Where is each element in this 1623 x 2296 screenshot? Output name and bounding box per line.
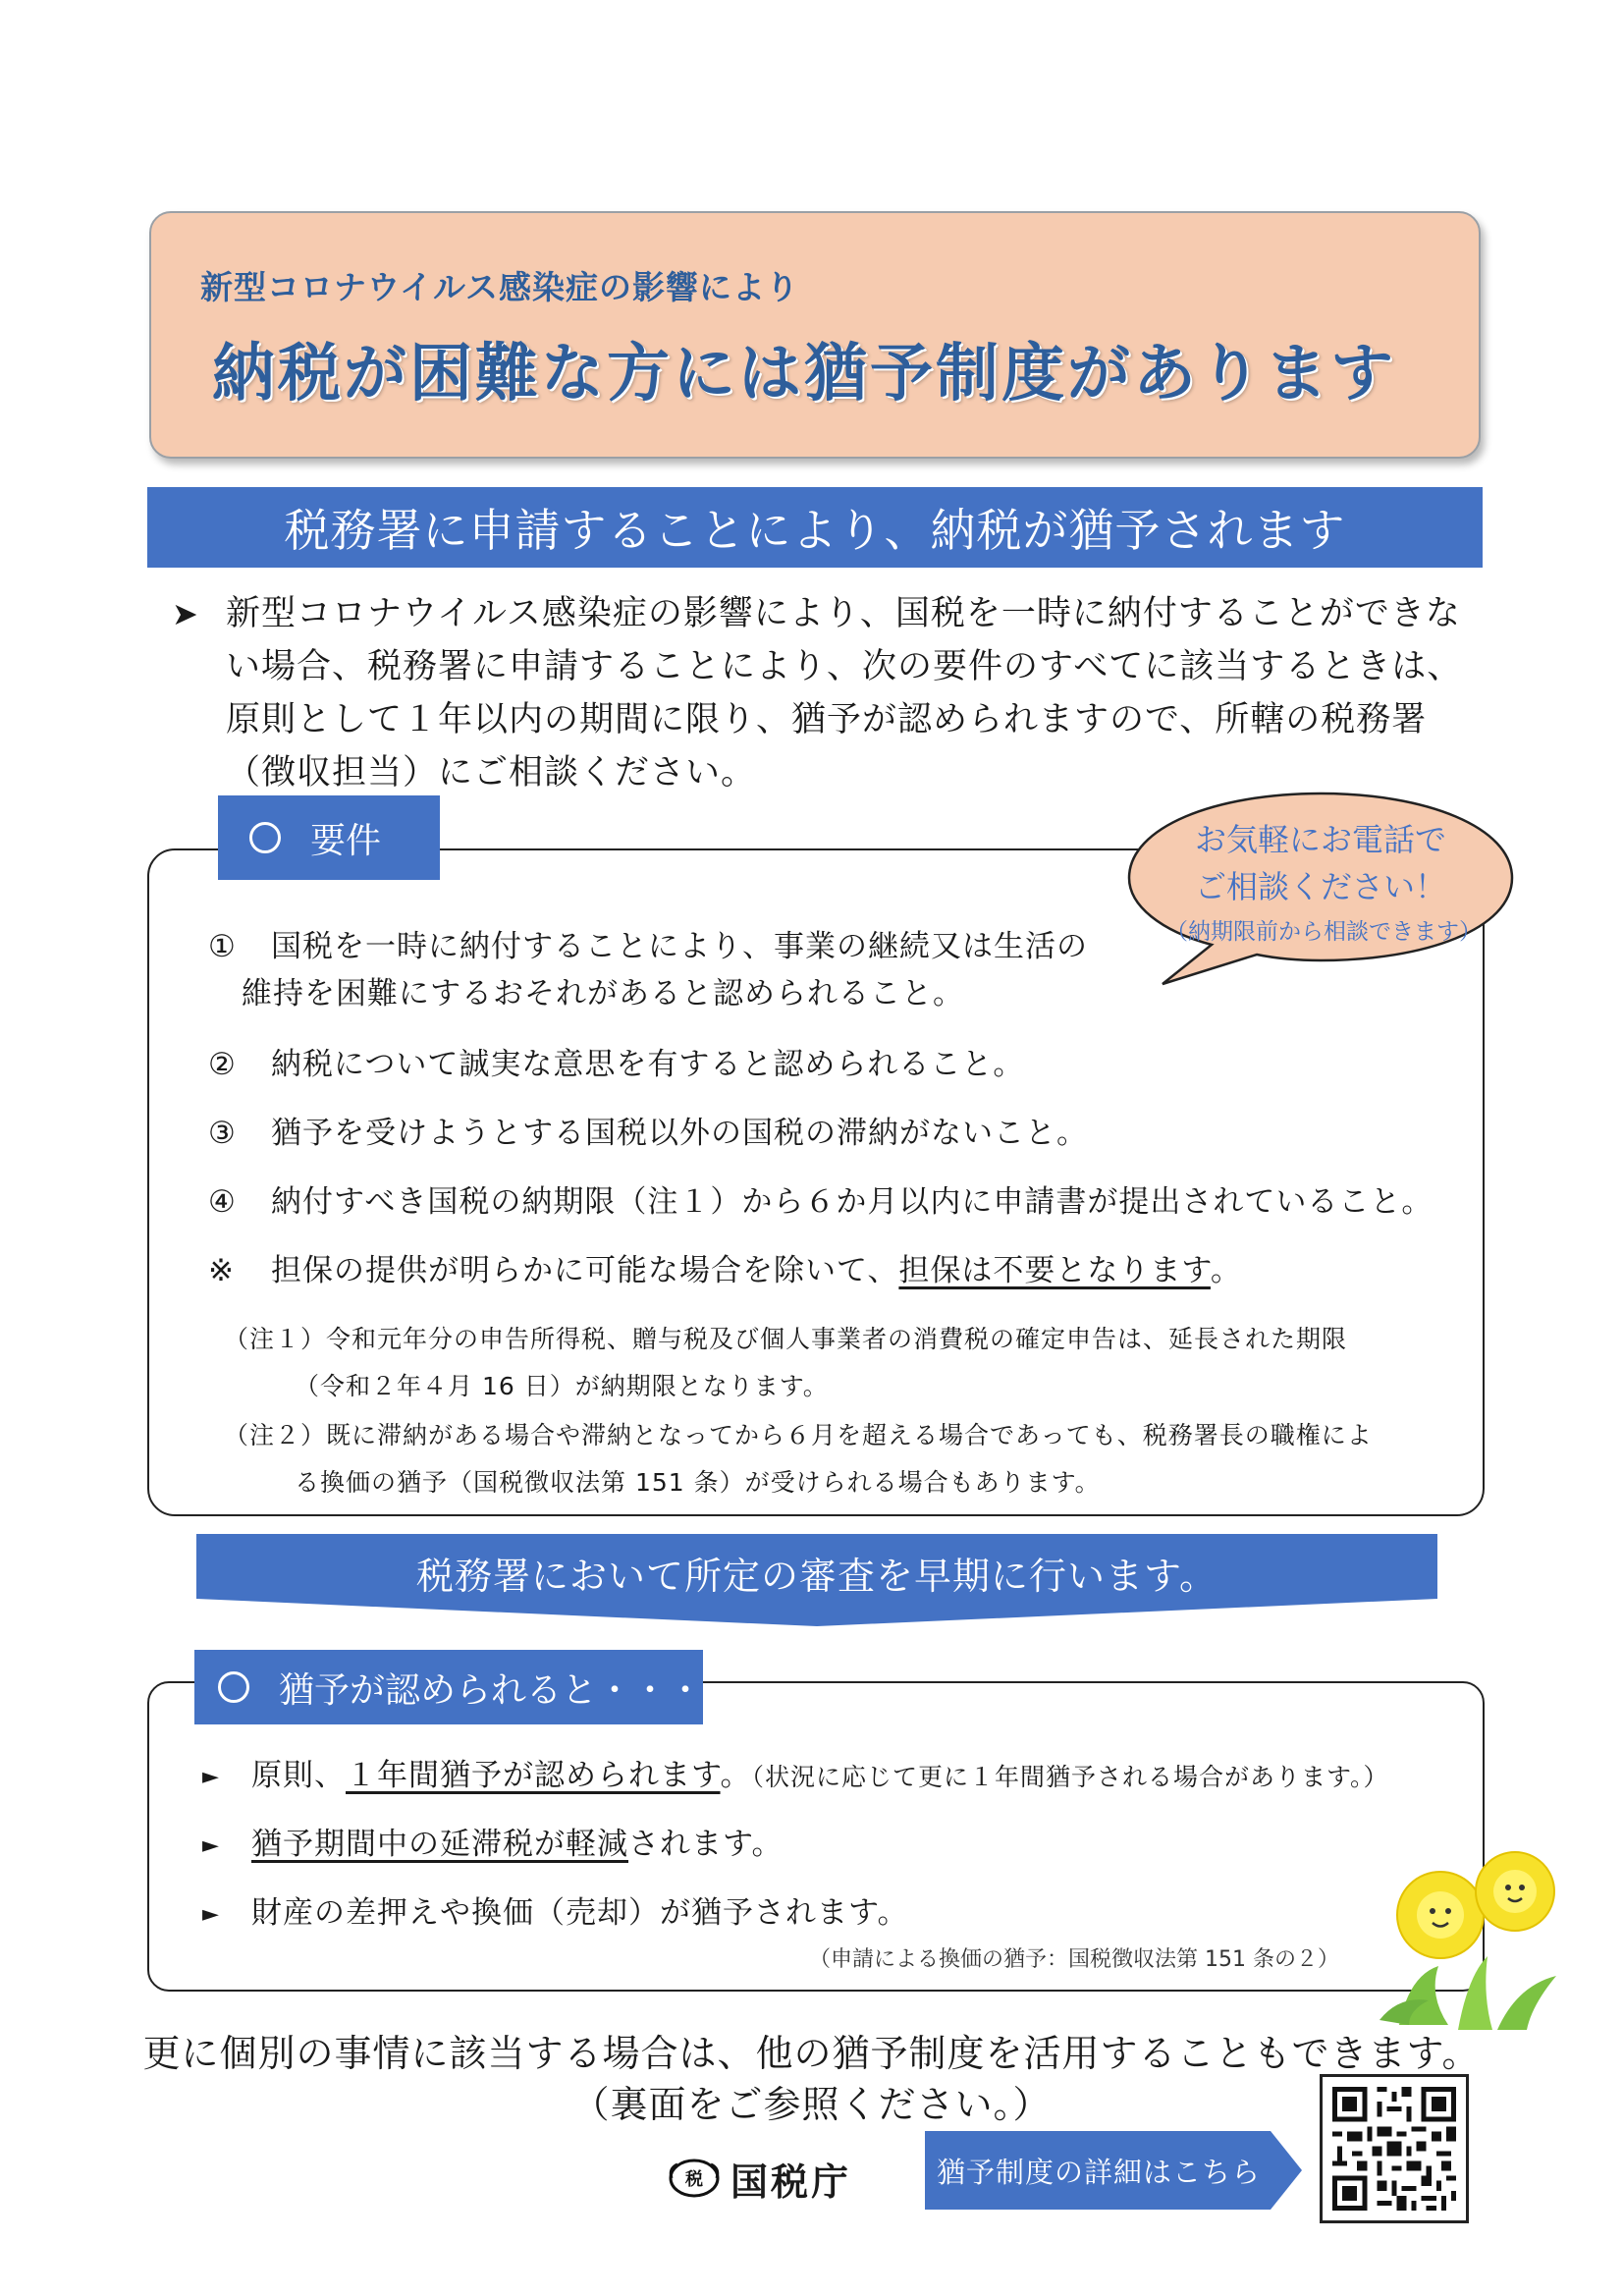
qr-code[interactable] xyxy=(1320,2074,1469,2223)
approval-reference: （申請による換価の猶予：国税徴収法第 151 条の２） xyxy=(809,1947,1339,1972)
collateral-underlined: 担保は不要となります xyxy=(898,1253,1211,1288)
requirement-text: 納税について誠実な意思を有すると認められること。 xyxy=(271,1047,1025,1082)
nta-logo-mark-text: 税 xyxy=(685,2169,703,2190)
approval-item-2-end: されます。 xyxy=(628,1827,784,1862)
approval-item-3-text: 財産の差押えや換価（売却）が猶予されます。 xyxy=(251,1895,909,1931)
nta-logo-text: 国税庁 xyxy=(730,2159,852,2204)
approval-item-2 xyxy=(202,1819,784,1863)
approval-item-3 xyxy=(202,1887,909,1932)
approval-item-1-underlined: １年間猶予が認められます xyxy=(346,1758,721,1793)
header-subtitle: 新型コロナウイルス感染症の影響により xyxy=(200,268,800,306)
bubble-line-1: お気軽にお電話で xyxy=(1194,821,1446,858)
requirement-1 xyxy=(208,921,1088,965)
requirement-text: 納付すべき国税の納期限（注１）から６か月以内に申請書が提出されていること。 xyxy=(271,1184,1434,1220)
note-mark: ※ xyxy=(208,1253,235,1288)
approval-item-2-underlined: 猶予期間中の延滞税が軽減 xyxy=(251,1827,628,1862)
nta-logo[interactable] xyxy=(668,2147,851,2210)
header-banner xyxy=(149,211,1481,459)
circle-icon xyxy=(218,1671,249,1703)
triangle-bullet-icon: ► xyxy=(202,1765,220,1789)
nta-logo-icon xyxy=(668,2157,721,2200)
footnote-2-continued: る換価の猶予（国税徴収法第 151 条）が受けられる場合もあります。 xyxy=(295,1468,1101,1497)
triangle-bullet-icon: ► xyxy=(202,1902,220,1927)
approval-item-1 xyxy=(202,1750,1389,1794)
approval-item-1-prefix: 原則、 xyxy=(251,1758,346,1793)
collateral-end: 。 xyxy=(1210,1253,1242,1288)
footer-line-1: 更に個別の事情に該当する場合は、他の猶予制度を活用することもできます。 xyxy=(142,2032,1481,2075)
collateral-note xyxy=(208,1245,1242,1289)
footer-line-2: （裏面をご参照ください。） xyxy=(571,2083,1052,2126)
dandelion-illustration xyxy=(1370,1829,1576,2035)
circle-icon xyxy=(249,822,281,853)
requirement-number: ② xyxy=(208,1047,237,1082)
requirement-4 xyxy=(208,1176,1433,1221)
section-band-application: 税務署に申請することにより、納税が猶予されます xyxy=(147,487,1483,568)
arrow-bullet-icon: ➤ xyxy=(172,595,198,632)
footnote-1: （注１）令和元年分の申告所得税、贈与税及び個人事業者の消費税の確定申告は、延長された期限 xyxy=(224,1325,1348,1353)
review-band-text: 税務署において所定の審査を早期に行います。 xyxy=(416,1554,1217,1598)
requirements-tag-label: 要件 xyxy=(310,820,382,861)
requirement-number: ④ xyxy=(208,1184,237,1220)
approval-item-1-note: （状況に応じて更に１年間猶予される場合があります。） xyxy=(751,1763,1389,1791)
footnote-2: （注２）既に滞納がある場合や滞納となってから６月を超える場合であっても、税務署長の職権によ xyxy=(224,1421,1373,1449)
bubble-line-2: ご相談ください！ xyxy=(1194,868,1446,905)
approval-tag-label: 猶予が認められると・・・ xyxy=(279,1669,704,1711)
requirement-number: ① xyxy=(208,929,237,964)
requirement-number: ③ xyxy=(208,1116,237,1151)
intro-paragraph: 新型コロナウイルス感染症の影響により、国税を一時に納付することができない場合、税務署に申請することにより、次の要件のすべてに該当するときは、原則として１年以内の期間に限り、猶予が認められますので、所轄の税務署（徴収担当）にご相談ください。 xyxy=(226,594,1463,793)
header-title: 納税が困難な方には猶予制度があります xyxy=(212,338,1396,410)
approval-tag xyxy=(194,1650,703,1724)
collateral-text: 担保の提供が明らかに可能な場合を除いて、 xyxy=(271,1253,899,1288)
requirement-2 xyxy=(208,1039,1024,1083)
details-link-label[interactable]: 猶予制度の詳細はこちら xyxy=(936,2155,1261,2189)
approval-item-1-end: 。 xyxy=(720,1758,752,1793)
requirement-1-continued: 維持を困難にするおそれがあると認められること。 xyxy=(242,976,964,1011)
requirement-text: 国税を一時に納付することにより、事業の継続又は生活の xyxy=(271,929,1088,964)
requirement-3 xyxy=(208,1108,1088,1152)
requirements-tag xyxy=(218,795,440,880)
bubble-line-3: （納期限前から相談できます） xyxy=(1165,919,1482,945)
footnote-1-continued: （令和２年４月 16 日）が納期限となります。 xyxy=(295,1372,829,1400)
requirement-text: 猶予を受けようとする国税以外の国税の滞納がないこと。 xyxy=(271,1116,1088,1151)
triangle-bullet-icon: ► xyxy=(202,1833,220,1858)
